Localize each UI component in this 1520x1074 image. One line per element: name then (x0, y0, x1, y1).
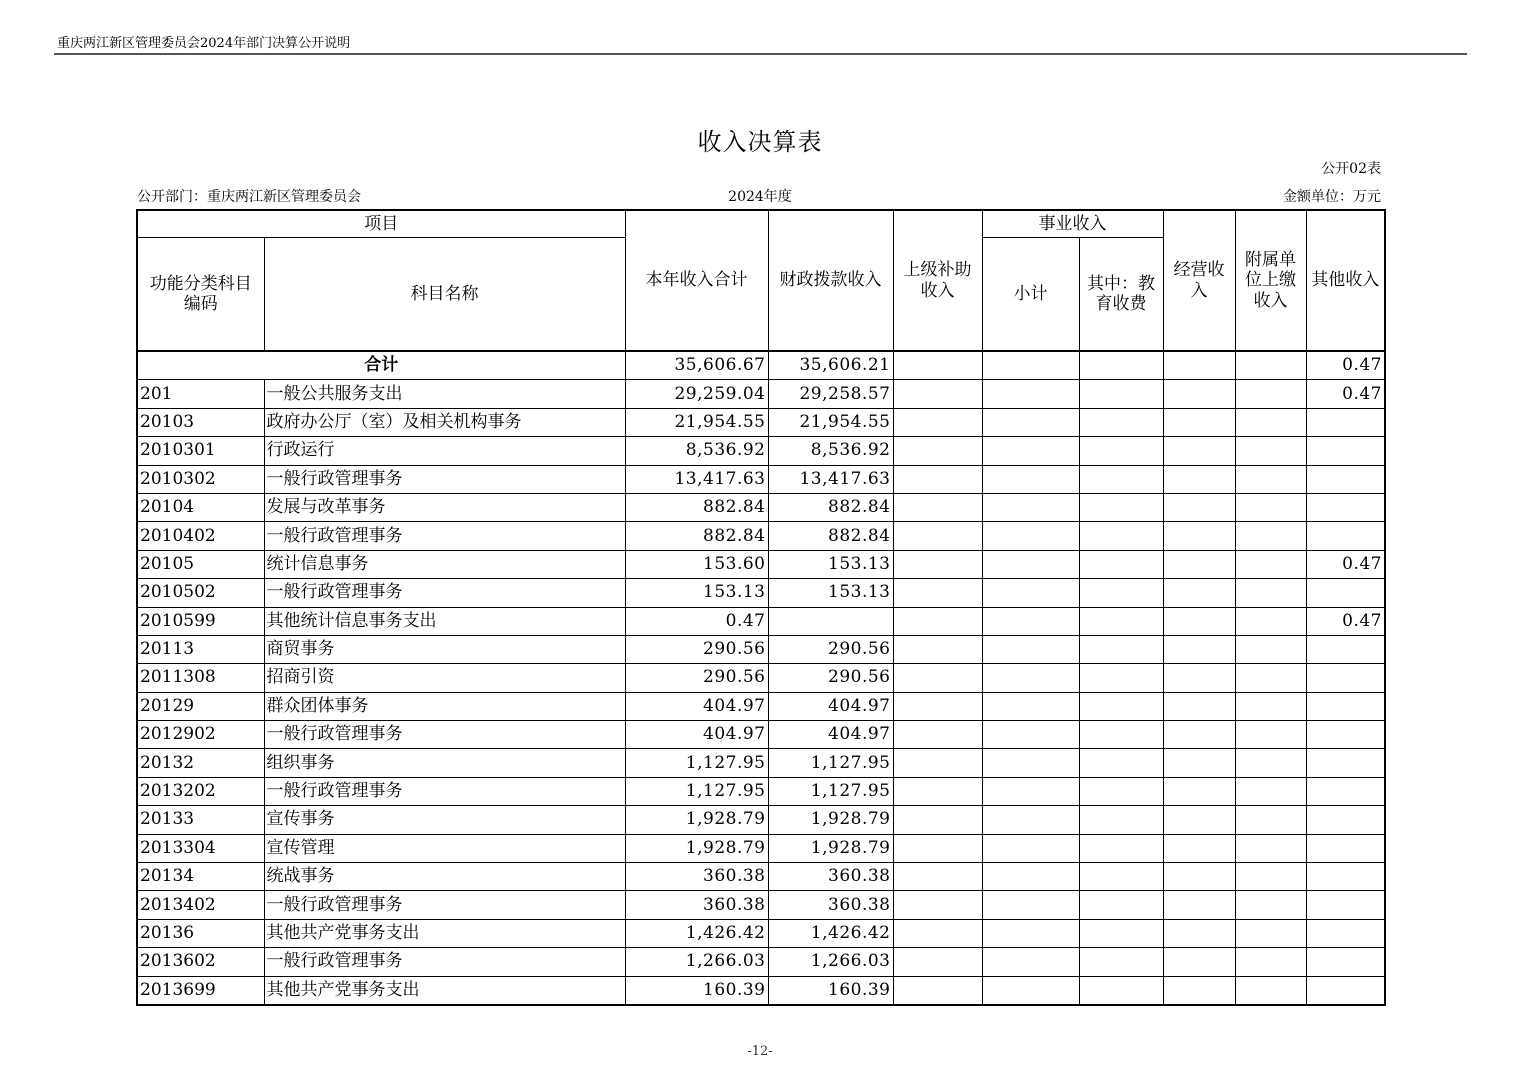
total-fiscal: 35,606.21 (768, 351, 893, 380)
fiscal-income (768, 607, 893, 635)
affiliated-cell (1235, 607, 1306, 635)
business-subtotal-cell (982, 863, 1079, 891)
fiscal-income: 29,258.57 (768, 380, 893, 408)
business-subtotal-cell (982, 437, 1079, 465)
income-total: 160.39 (625, 976, 768, 1005)
upper-subsidy-cell (893, 919, 982, 947)
edu-fee-cell (1079, 408, 1163, 436)
operating-cell (1163, 948, 1235, 976)
fiscal-income: 1,127.95 (768, 777, 893, 805)
income-total: 290.56 (625, 635, 768, 663)
table-row (137, 522, 1385, 550)
account-name: 一般行政管理事务 (264, 777, 625, 805)
income-total: 21,954.55 (625, 408, 768, 436)
upper-subsidy-cell (893, 777, 982, 805)
other-income (1306, 891, 1385, 919)
other-income (1306, 465, 1385, 493)
income-total: 1,928.79 (625, 834, 768, 862)
table-row (137, 692, 1385, 720)
account-name: 发展与改革事务 (264, 493, 625, 521)
business-subtotal-cell (982, 465, 1079, 493)
header-edu-fee: 其中：教育收费 (1079, 238, 1163, 352)
business-subtotal-cell (982, 408, 1079, 436)
account-name: 一般行政管理事务 (264, 465, 625, 493)
income-total: 1,127.95 (625, 749, 768, 777)
upper-subsidy-cell (893, 976, 982, 1005)
operating-cell (1163, 408, 1235, 436)
business-subtotal-cell (982, 522, 1079, 550)
account-name: 统战事务 (264, 863, 625, 891)
account-code: 20133 (137, 806, 264, 834)
affiliated-cell (1235, 522, 1306, 550)
affiliated-cell (1235, 948, 1306, 976)
business-subtotal-cell (982, 664, 1079, 692)
table-row (137, 664, 1385, 692)
fiscal-income: 13,417.63 (768, 465, 893, 493)
operating-cell (1163, 380, 1235, 408)
operating-cell (1163, 806, 1235, 834)
affiliated-cell (1235, 408, 1306, 436)
income-total: 404.97 (625, 692, 768, 720)
table-row (137, 863, 1385, 891)
account-code: 20104 (137, 493, 264, 521)
total-other: 0.47 (1306, 351, 1385, 380)
affiliated-cell (1235, 635, 1306, 663)
operating-cell (1163, 919, 1235, 947)
other-income (1306, 749, 1385, 777)
income-total: 360.38 (625, 891, 768, 919)
affiliated-cell (1235, 721, 1306, 749)
account-code: 2013402 (137, 891, 264, 919)
account-code: 20113 (137, 635, 264, 663)
account-name: 群众团体事务 (264, 692, 625, 720)
account-code: 20105 (137, 550, 264, 578)
other-income (1306, 777, 1385, 805)
account-code: 20136 (137, 919, 264, 947)
business-subtotal-cell (982, 692, 1079, 720)
income-statement-table (136, 209, 1386, 1006)
page-number: -12- (747, 1044, 773, 1059)
upper-subsidy-cell (893, 380, 982, 408)
edu-fee-cell (1079, 579, 1163, 607)
business-subtotal-cell (982, 919, 1079, 947)
income-total: 29,259.04 (625, 380, 768, 408)
upper-subsidy-cell (893, 493, 982, 521)
edu-fee-cell (1079, 919, 1163, 947)
affiliated-cell (1235, 550, 1306, 578)
fiscal-income: 1,127.95 (768, 749, 893, 777)
account-name: 政府办公厅（室）及相关机构事务 (264, 408, 625, 436)
edu-fee-cell (1079, 721, 1163, 749)
operating-cell (1163, 834, 1235, 862)
income-total: 0.47 (625, 607, 768, 635)
fiscal-income: 360.38 (768, 863, 893, 891)
edu-fee-cell (1079, 465, 1163, 493)
affiliated-cell (1235, 749, 1306, 777)
edu-fee-cell (1079, 664, 1163, 692)
account-name: 统计信息事务 (264, 550, 625, 578)
account-name: 一般行政管理事务 (264, 522, 625, 550)
table-row (137, 493, 1385, 521)
business-subtotal-cell (982, 891, 1079, 919)
table-row (137, 721, 1385, 749)
fiscal-income: 160.39 (768, 976, 893, 1005)
affiliated-cell (1235, 891, 1306, 919)
table-row (137, 579, 1385, 607)
account-name: 一般行政管理事务 (264, 891, 625, 919)
other-income (1306, 919, 1385, 947)
account-name: 一般公共服务支出 (264, 380, 625, 408)
header-affiliated: 附属单位上缴收入 (1235, 210, 1306, 351)
business-subtotal-cell (982, 635, 1079, 663)
edu-fee-cell (1079, 834, 1163, 862)
upper-subsidy-cell (893, 607, 982, 635)
fiscal-income: 1,928.79 (768, 834, 893, 862)
amount-unit: 金额单位：万元 (1283, 189, 1381, 205)
account-code: 2013202 (137, 777, 264, 805)
account-code: 2013699 (137, 976, 264, 1005)
upper-subsidy-cell (893, 522, 982, 550)
header-other: 其他收入 (1306, 210, 1385, 351)
total-row (137, 351, 1385, 380)
account-name: 一般行政管理事务 (264, 948, 625, 976)
operating-cell (1163, 749, 1235, 777)
income-total: 153.13 (625, 579, 768, 607)
income-total: 360.38 (625, 863, 768, 891)
account-code: 20132 (137, 749, 264, 777)
fiscal-income: 8,536.92 (768, 437, 893, 465)
upper-subsidy-cell (893, 437, 982, 465)
operating-cell (1163, 437, 1235, 465)
fiscal-income: 1,928.79 (768, 806, 893, 834)
affiliated-cell (1235, 863, 1306, 891)
account-code: 2013602 (137, 948, 264, 976)
account-code: 2010302 (137, 465, 264, 493)
income-total: 882.84 (625, 522, 768, 550)
operating-cell (1163, 550, 1235, 578)
table-row (137, 749, 1385, 777)
affiliated-cell (1235, 664, 1306, 692)
table-row (137, 550, 1385, 578)
other-income (1306, 408, 1385, 436)
upper-subsidy-cell (893, 948, 982, 976)
fiscal-income: 404.97 (768, 721, 893, 749)
upper-subsidy-cell (893, 863, 982, 891)
income-total: 1,928.79 (625, 806, 768, 834)
affiliated-cell (1235, 692, 1306, 720)
table-row (137, 465, 1385, 493)
operating-cell (1163, 863, 1235, 891)
affiliated-cell (1235, 806, 1306, 834)
account-code: 20103 (137, 408, 264, 436)
header-name: 科目名称 (264, 238, 625, 352)
total-label: 合计 (137, 351, 625, 380)
income-total: 13,417.63 (625, 465, 768, 493)
operating-cell (1163, 493, 1235, 521)
operating-cell (1163, 721, 1235, 749)
table-row (137, 777, 1385, 805)
operating-cell (1163, 635, 1235, 663)
table-number: 公开02表 (1321, 161, 1381, 177)
upper-subsidy-cell (893, 891, 982, 919)
income-total: 153.60 (625, 550, 768, 578)
affiliated-cell (1235, 437, 1306, 465)
edu-fee-cell (1079, 777, 1163, 805)
edu-fee-cell (1079, 493, 1163, 521)
fiscal-income: 882.84 (768, 522, 893, 550)
business-subtotal-cell (982, 550, 1079, 578)
affiliated-cell (1235, 493, 1306, 521)
operating-cell (1163, 777, 1235, 805)
edu-fee-cell (1079, 692, 1163, 720)
table-row (137, 834, 1385, 862)
account-name: 招商引资 (264, 664, 625, 692)
fiscal-income: 1,426.42 (768, 919, 893, 947)
account-code: 2010402 (137, 522, 264, 550)
upper-subsidy-cell (893, 465, 982, 493)
account-code: 2010502 (137, 579, 264, 607)
header-upper-subsidy: 上级补助收入 (893, 210, 982, 351)
upper-subsidy-cell (893, 749, 982, 777)
other-income (1306, 863, 1385, 891)
table-row (137, 380, 1385, 408)
other-income: 0.47 (1306, 550, 1385, 578)
edu-fee-cell (1079, 550, 1163, 578)
fiscal-income: 153.13 (768, 579, 893, 607)
operating-cell (1163, 976, 1235, 1005)
other-income (1306, 976, 1385, 1005)
affiliated-cell (1235, 579, 1306, 607)
account-name: 宣传事务 (264, 806, 625, 834)
header-operating: 经营收入 (1163, 210, 1235, 351)
edu-fee-cell (1079, 863, 1163, 891)
business-subtotal-cell (982, 976, 1079, 1005)
other-income (1306, 692, 1385, 720)
fiscal-income: 360.38 (768, 891, 893, 919)
account-name: 其他共产党事务支出 (264, 919, 625, 947)
fiscal-income: 290.56 (768, 664, 893, 692)
edu-fee-cell (1079, 891, 1163, 919)
header-code: 功能分类科目编码 (137, 238, 264, 352)
affiliated-cell (1235, 834, 1306, 862)
account-name: 组织事务 (264, 749, 625, 777)
account-code: 2013304 (137, 834, 264, 862)
edu-fee-cell (1079, 976, 1163, 1005)
account-name: 其他统计信息事务支出 (264, 607, 625, 635)
affiliated-cell (1235, 976, 1306, 1005)
fiscal-income: 404.97 (768, 692, 893, 720)
edu-fee-cell (1079, 522, 1163, 550)
account-name: 一般行政管理事务 (264, 721, 625, 749)
affiliated-cell (1235, 777, 1306, 805)
account-code: 2010301 (137, 437, 264, 465)
income-total: 404.97 (625, 721, 768, 749)
other-income (1306, 635, 1385, 663)
operating-cell (1163, 692, 1235, 720)
upper-subsidy-cell (893, 579, 982, 607)
table-row (137, 976, 1385, 1005)
edu-fee-cell (1079, 607, 1163, 635)
header-subtotal: 小计 (982, 238, 1079, 352)
business-subtotal-cell (982, 380, 1079, 408)
account-name: 一般行政管理事务 (264, 579, 625, 607)
header-business-income: 事业收入 (982, 210, 1163, 238)
account-code: 2010599 (137, 607, 264, 635)
business-subtotal-cell (982, 948, 1079, 976)
operating-cell (1163, 579, 1235, 607)
fiscal-income: 1,266.03 (768, 948, 893, 976)
header-item: 项目 (137, 210, 625, 238)
other-income (1306, 579, 1385, 607)
fiscal-income: 153.13 (768, 550, 893, 578)
upper-subsidy-cell (893, 408, 982, 436)
account-name: 宣传管理 (264, 834, 625, 862)
income-total: 882.84 (625, 493, 768, 521)
department-label: 公开部门：重庆两江新区管理委员会 (137, 189, 361, 205)
income-total: 1,266.03 (625, 948, 768, 976)
affiliated-cell (1235, 465, 1306, 493)
table-row (137, 948, 1385, 976)
operating-cell (1163, 522, 1235, 550)
upper-subsidy-cell (893, 550, 982, 578)
affiliated-cell (1235, 919, 1306, 947)
business-subtotal-cell (982, 749, 1079, 777)
business-subtotal-cell (982, 806, 1079, 834)
edu-fee-cell (1079, 380, 1163, 408)
account-name: 其他共产党事务支出 (264, 976, 625, 1005)
edu-fee-cell (1079, 948, 1163, 976)
upper-subsidy-cell (893, 664, 982, 692)
other-income (1306, 437, 1385, 465)
business-subtotal-cell (982, 834, 1079, 862)
operating-cell (1163, 465, 1235, 493)
upper-subsidy-cell (893, 721, 982, 749)
business-subtotal-cell (982, 721, 1079, 749)
other-income: 0.47 (1306, 607, 1385, 635)
account-code: 2012902 (137, 721, 264, 749)
header-total: 本年收入合计 (625, 210, 768, 351)
income-total: 1,127.95 (625, 777, 768, 805)
total-amount: 35,606.67 (625, 351, 768, 380)
business-subtotal-cell (982, 607, 1079, 635)
other-income (1306, 834, 1385, 862)
fiscal-year: 2024年度 (728, 189, 792, 205)
fiscal-income: 290.56 (768, 635, 893, 663)
income-total: 8,536.92 (625, 437, 768, 465)
table-row (137, 891, 1385, 919)
other-income: 0.47 (1306, 380, 1385, 408)
operating-cell (1163, 664, 1235, 692)
account-code: 20129 (137, 692, 264, 720)
table-body (137, 351, 1385, 1005)
account-name: 商贸事务 (264, 635, 625, 663)
table-row (137, 635, 1385, 663)
upper-subsidy-cell (893, 806, 982, 834)
other-income (1306, 806, 1385, 834)
fiscal-income: 21,954.55 (768, 408, 893, 436)
income-total: 1,426.42 (625, 919, 768, 947)
table-row (137, 408, 1385, 436)
upper-subsidy-cell (893, 834, 982, 862)
other-income (1306, 948, 1385, 976)
account-code: 20134 (137, 863, 264, 891)
other-income (1306, 721, 1385, 749)
income-total: 290.56 (625, 664, 768, 692)
upper-subsidy-cell (893, 635, 982, 663)
affiliated-cell (1235, 380, 1306, 408)
business-subtotal-cell (982, 579, 1079, 607)
table-row (137, 806, 1385, 834)
other-income (1306, 493, 1385, 521)
header-fiscal: 财政拨款收入 (768, 210, 893, 351)
operating-cell (1163, 607, 1235, 635)
operating-cell (1163, 891, 1235, 919)
edu-fee-cell (1079, 437, 1163, 465)
other-income (1306, 664, 1385, 692)
page-title: 收入决算表 (697, 128, 823, 156)
running-header: 重庆两江新区管理委员会2024年部门决算公开说明 (57, 36, 351, 51)
edu-fee-cell (1079, 749, 1163, 777)
table-row (137, 607, 1385, 635)
upper-subsidy-cell (893, 692, 982, 720)
business-subtotal-cell (982, 777, 1079, 805)
account-name: 行政运行 (264, 437, 625, 465)
fiscal-income: 882.84 (768, 493, 893, 521)
edu-fee-cell (1079, 635, 1163, 663)
account-code: 201 (137, 380, 264, 408)
business-subtotal-cell (982, 493, 1079, 521)
table-row (137, 919, 1385, 947)
other-income (1306, 522, 1385, 550)
table-row (137, 437, 1385, 465)
edu-fee-cell (1079, 806, 1163, 834)
account-code: 2011308 (137, 664, 264, 692)
header-divider (54, 53, 1467, 55)
